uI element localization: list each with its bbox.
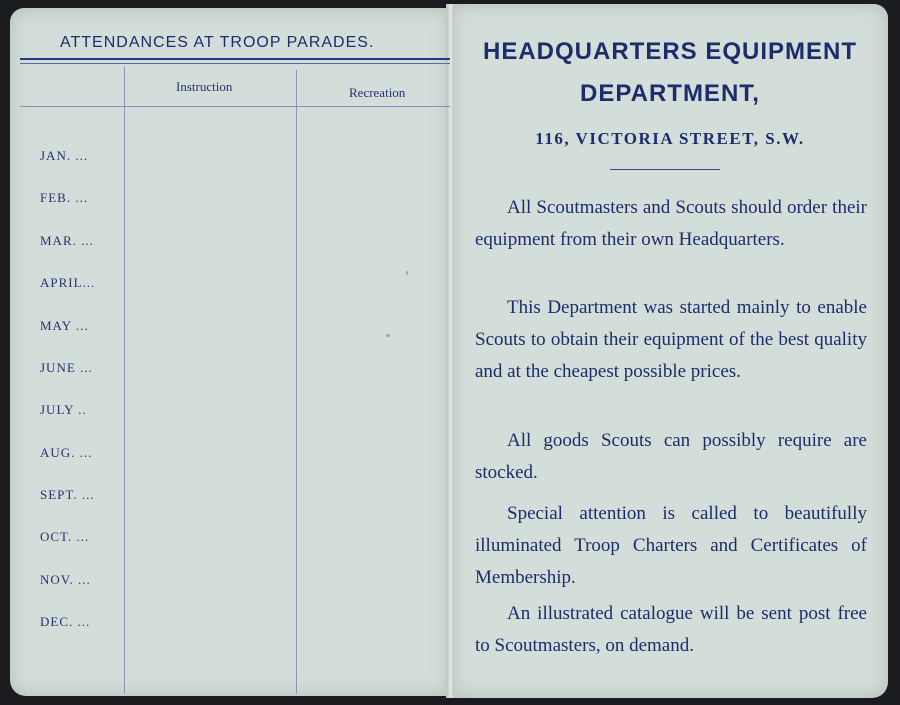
column-header-recreation: Recreation (349, 85, 406, 100)
department-title-line2: DEPARTMENT, (580, 80, 760, 107)
month-label-jan: JAN. ... (40, 148, 89, 163)
paragraph-troop-charters: Special attention is called to beautifully illuminated Troop Charters and Certificates of Membership. (475, 503, 867, 588)
paragraph-order-equipment: All Scoutmasters and Scouts should order their equipment from their own Headquarters. (475, 197, 867, 250)
paragraph-goods-stocked: All goods Scouts can possibly require are stocked. (475, 430, 867, 483)
month-label-aug: AUG. ... (40, 445, 93, 460)
month-label-feb: FEB. ... (40, 190, 89, 205)
month-label-oct: OCT. ... (40, 529, 90, 544)
table-column-line (296, 70, 297, 694)
paper-spot (406, 271, 408, 275)
paragraph-department-purpose: This Department was started mainly to enable Scouts to obtain their equipment of the best quality and at the cheapest possible prices. (475, 297, 867, 382)
month-label-apr: APRIL... (40, 275, 96, 290)
table-column-line (124, 66, 125, 694)
department-address: 116, VICTORIA STREET, S.W. (535, 129, 805, 148)
month-label-mar: MAR. ... (40, 233, 94, 248)
address-divider (610, 169, 720, 170)
heading-rule-thin (20, 63, 450, 64)
paragraph-catalogue: An illustrated catalogue will be sent post free to Scoutmasters, on demand. (475, 603, 867, 656)
month-label-may: MAY ... (40, 318, 89, 333)
heading-rule (20, 58, 450, 60)
month-label-jul: JULY .. (40, 402, 87, 417)
month-label-sep: SEPT. ... (40, 487, 95, 502)
month-label-jun: JUNE ... (40, 360, 93, 375)
department-title-line1: HEADQUARTERS EQUIPMENT (482, 38, 858, 65)
month-label-nov: NOV. ... (40, 572, 91, 587)
paper-spot (386, 334, 390, 337)
month-label-dec: DEC. ... (40, 614, 91, 629)
table-header-rule (20, 106, 450, 107)
attendance-heading: ATTENDANCES AT TROOP PARADES. (60, 34, 375, 51)
left-page (10, 8, 450, 696)
column-header-instruction: Instruction (176, 79, 233, 94)
